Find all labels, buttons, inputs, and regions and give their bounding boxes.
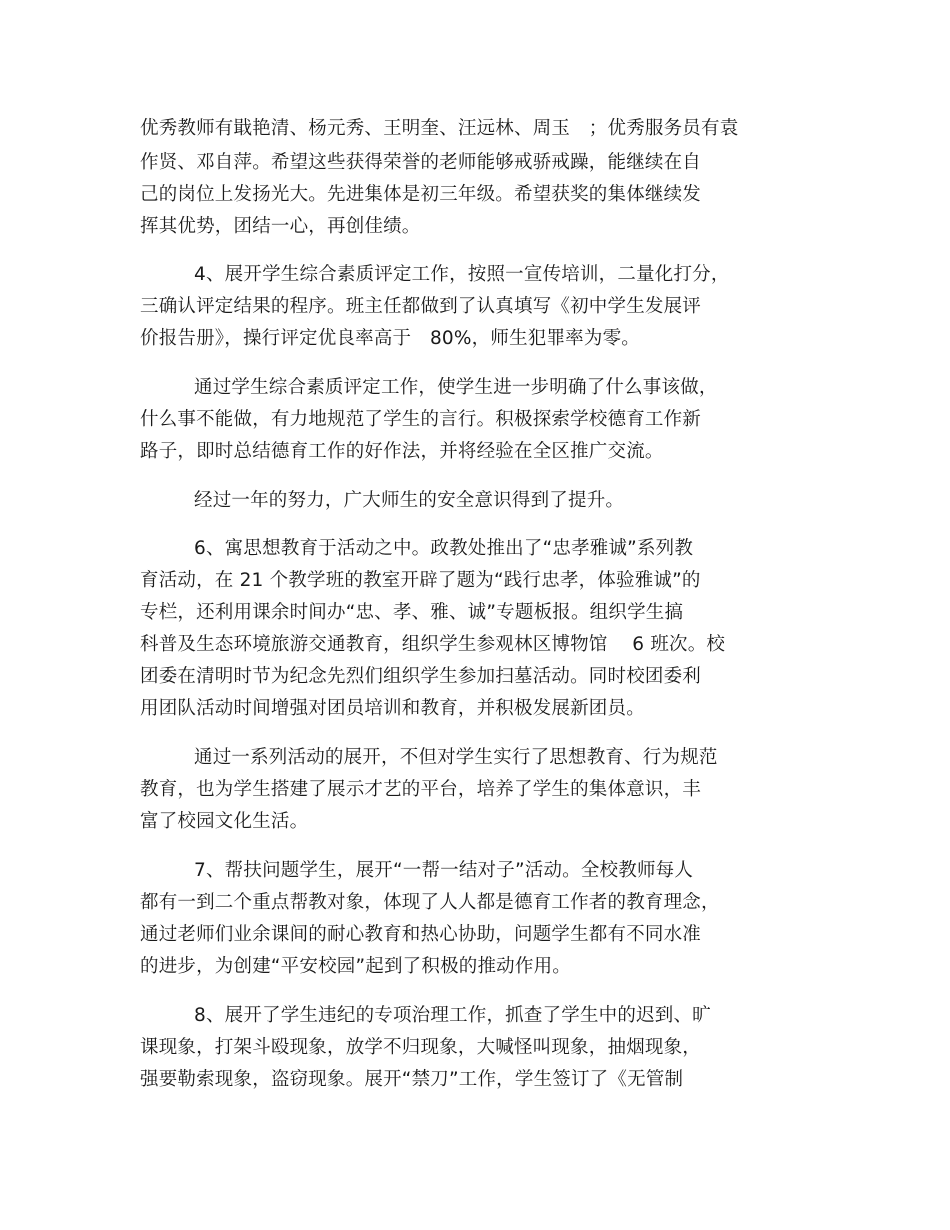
text-line: 都有一到二个重点帮教对象，体现了人人都是德育工作者的教育理念， xyxy=(140,892,720,913)
text-line: 育活动，在 21 个教学班的教室开辟了题为“践行忠孝，体验雅诚”的 xyxy=(140,570,701,591)
text-line: 强要勒索现象，盗窃现象。展开“禁刀”工作，学生签订了《无管制 xyxy=(140,1069,684,1090)
text-line: 科普及生态环境旅游交通教育，组织学生参观林区博物馆 6 班次。校 xyxy=(140,634,726,655)
text-line: 路子，即时总结德育工作的好作法，并将经验在全区推广交流。 xyxy=(140,441,664,462)
text-line: 通过一系列活动的展开，不但对学生实行了思想教育、行为规范 xyxy=(194,747,718,768)
text-line: 团委在清明时节为纪念先烈们组织学生参加扫墓活动。同时校团委利 xyxy=(140,666,702,687)
text-line: 8、展开了学生违纪的专项治理工作，抓查了学生中的迟到、旷 xyxy=(194,1005,711,1026)
text-line: 价报告册》，操行评定优良率高于 80%，师生犯罪率为零。 xyxy=(140,328,640,349)
text-line: 用团队活动时间增强对团员培训和教育，并积极发展新团员。 xyxy=(140,698,645,719)
text-line: 什么事不能做，有力地规范了学生的言行。积极探索学校德育工作新 xyxy=(140,409,702,430)
text-line: 通过老师们业余课间的耐心教育和热心协助，问题学生都有不同水准 xyxy=(140,924,702,945)
text-line: 课现象，打架斗殴现象，放学不归现象，大喊怪叫现象，抽烟现象， xyxy=(140,1037,702,1058)
text-line: 作贤、邓自萍。希望这些获得荣誉的老师能够戒骄戒躁，能继续在自 xyxy=(140,152,702,173)
text-line: 4、展开学生综合素质评定工作，按照一宣传培训，二量化打分， xyxy=(194,264,730,285)
text-line: 经过一年的努力，广大师生的安全意识得到了提升。 xyxy=(194,490,625,511)
text-line: 6、寓思想教育于活动之中。政教处推出了“忠孝雅诚”系列教 xyxy=(194,538,694,559)
text-line: 通过学生综合素质评定工作，使学生进一步明确了什么事该做， xyxy=(194,377,718,398)
text-line: 7、帮扶问题学生，展开“一帮一结对子”活动。全校教师每人 xyxy=(194,860,694,881)
text-line: 富了校园文化生活。 xyxy=(140,811,309,832)
text-line: 专栏，还利用课余时间办“忠、孝、雅、诚”专题板报。组织学生搞 xyxy=(140,602,684,623)
text-line: 三确认评定结果的程序。班主任都做到了认真填写《初中学生发展评 xyxy=(140,296,702,317)
text-line: 教育，也为学生搭建了展示才艺的平台，培养了学生的集体意识，丰 xyxy=(140,779,702,800)
text-line: 的进步，为创建“平安校园”起到了积极的推动作用。 xyxy=(140,956,571,977)
text-line: 挥其优势，团结一心，再创佳绩。 xyxy=(140,216,421,237)
text-line: 优秀教师有戢艳清、杨元秀、王明奎、汪远林、周玉 ；优秀服务员有袁 xyxy=(140,118,739,139)
text-line: 己的岗位上发扬光大。先进集体是初三年级。希望获奖的集体继续发 xyxy=(140,184,702,205)
